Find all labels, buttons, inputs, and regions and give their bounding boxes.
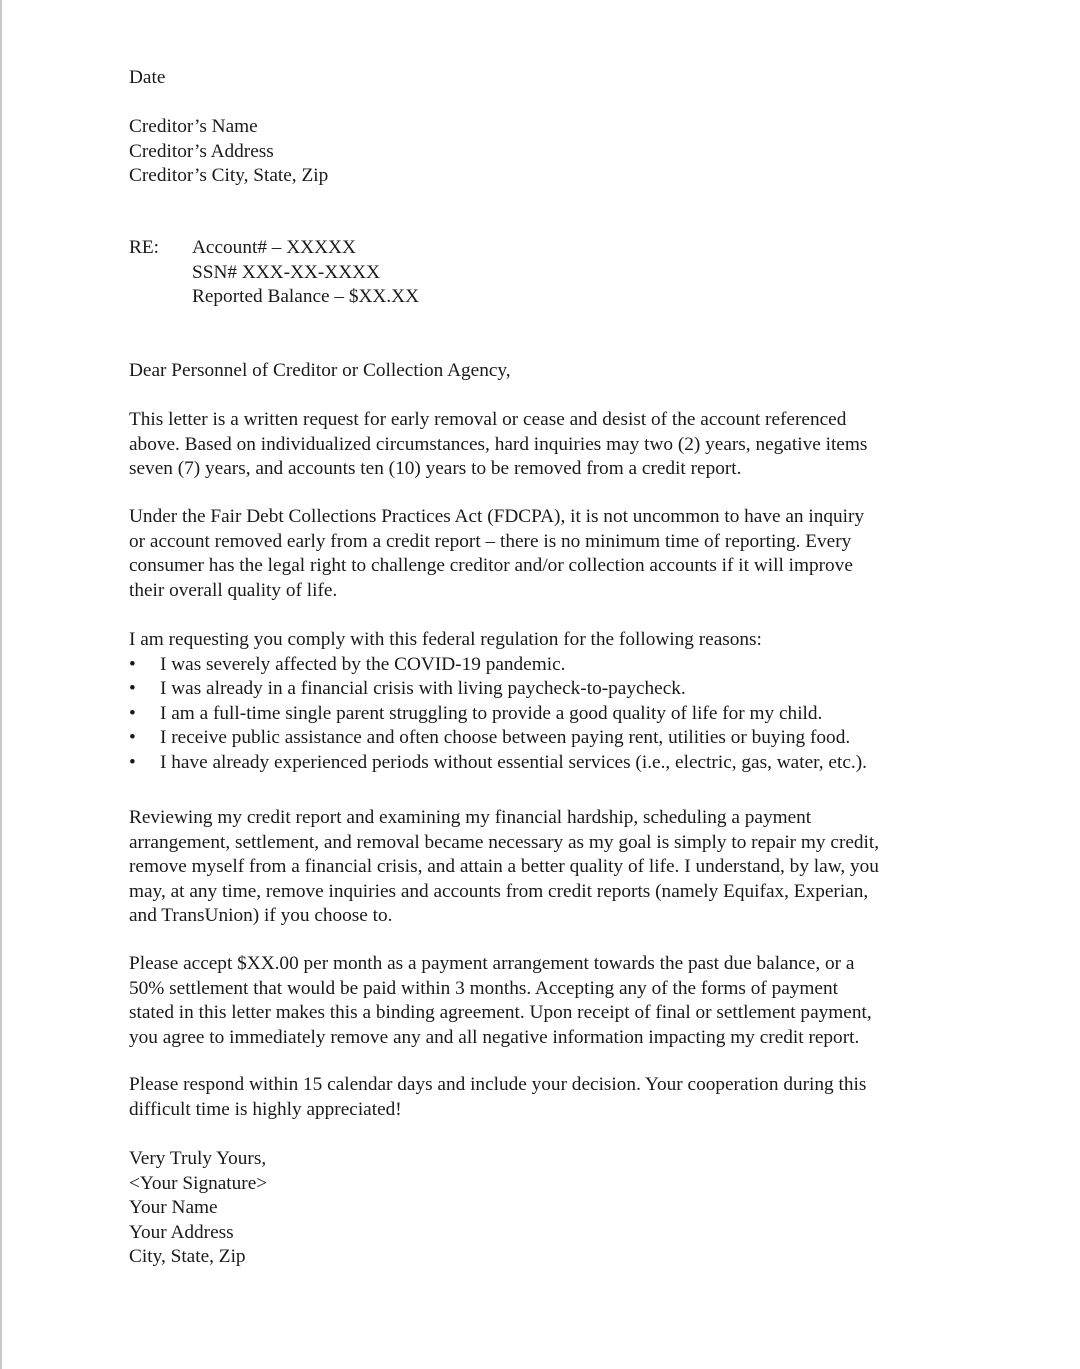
date-line: Date [129, 67, 166, 88]
text-line: difficult time is highly appreciated! [129, 1098, 402, 1120]
bullet-icon: • [129, 751, 136, 773]
text-line: Very Truly Yours, [129, 1148, 267, 1169]
text-line: arrangement, settlement, and removal became necessary as my goal is simply to repair my credit, [129, 831, 880, 853]
paragraph-fdcpa [129, 505, 864, 603]
bullet-icon: • [129, 727, 136, 748]
text-line: their overall quality of life. [129, 579, 338, 601]
text-line: Under the Fair Debt Collections Practices Act (FDCPA), it is not uncommon to have an inquiry [129, 506, 865, 527]
text-line: remove myself from a financial crisis, and attain a better quality of life. I understand, by law, you [129, 856, 879, 877]
text-line: and TransUnion) if you choose to. [129, 905, 393, 926]
paragraph-hardship [129, 806, 879, 929]
text-line: Please accept $XX.00 per month as a payment arrangement towards the past due balance, or a [129, 953, 855, 974]
list-item [129, 677, 867, 702]
text-line: or account removed early from a credit report – there is no minimum time of reporting. Every [129, 530, 852, 552]
text-line: Creditor’s City, State, Zip [129, 165, 329, 186]
paragraph-payment-offer [129, 952, 872, 1050]
closing-block [129, 1147, 267, 1270]
text-line: Creditor’s Address [129, 140, 274, 162]
text-line: <Your Signature> [129, 1172, 268, 1194]
list-item-text: I receive public assistance and often choose between paying rent, utilities or buying food. [160, 727, 851, 748]
text-line: may, at any time, remove inquiries and accounts from credit reports (namely Equifax, Experian, [129, 880, 869, 902]
text-line: SSN# XXX-XX-XXXX [192, 261, 380, 283]
list-item [129, 726, 867, 751]
re-label: RE: [129, 237, 159, 258]
bullet-icon: • [129, 702, 136, 724]
list-item-text: I have already experienced periods without essential services (i.e., electric, gas, water, etc.). [160, 751, 867, 773]
re-details [192, 236, 419, 310]
bullet-icon: • [129, 678, 136, 699]
text-line: Reviewing my credit report and examining my financial hardship, scheduling a payment [129, 807, 812, 828]
text-line: This letter is a written request for early removal or cease and desist of the account referenced [129, 409, 847, 430]
text-line: you agree to immediately remove any and all negative information impacting my credit report. [129, 1026, 860, 1048]
list-item-text: I was severely affected by the COVID-19 pandemic. [160, 653, 566, 675]
list-item-text: I was already in a financial crisis with living paycheck-to-paycheck. [160, 678, 686, 699]
text-line: seven (7) years, and accounts ten (10) years to be removed from a credit report. [129, 458, 742, 479]
creditor-address-block [129, 115, 328, 189]
reasons-list [129, 653, 867, 776]
list-item [129, 653, 867, 678]
text-line: 50% settlement that would be paid within 3 months. Accepting any of the forms of payment [129, 977, 838, 999]
text-line: Your Name [129, 1197, 218, 1218]
list-item-text: I am a full-time single parent struggling to provide a good quality of life for my child. [160, 702, 823, 724]
text-line: above. Based on individualized circumstances, hard inquiries may two (2) years, negative items [129, 433, 868, 455]
salutation: Dear Personnel of Creditor or Collection Agency, [129, 360, 511, 381]
text-line: consumer has the legal right to challenge creditor and/or collection accounts if it will improve [129, 555, 853, 576]
text-line: City, State, Zip [129, 1246, 246, 1267]
list-item [129, 751, 867, 776]
reasons-intro: I am requesting you comply with this federal regulation for the following reasons: [129, 629, 762, 650]
text-line: Reported Balance – $XX.XX [192, 286, 420, 307]
list-item [129, 702, 867, 727]
text-line: Account# – XXXXX [192, 237, 356, 258]
text-line: stated in this letter makes this a binding agreement. Upon receipt of final or settlement payment, [129, 1002, 872, 1023]
bullet-icon: • [129, 653, 136, 675]
text-line: Please respond within 15 calendar days and include your decision. Your cooperation during this [129, 1074, 867, 1095]
paragraph-request [129, 408, 867, 482]
text-line: Your Address [129, 1221, 234, 1243]
text-line: Creditor’s Name [129, 116, 258, 137]
paragraph-reasons [129, 628, 867, 775]
paragraph-response [129, 1073, 866, 1122]
